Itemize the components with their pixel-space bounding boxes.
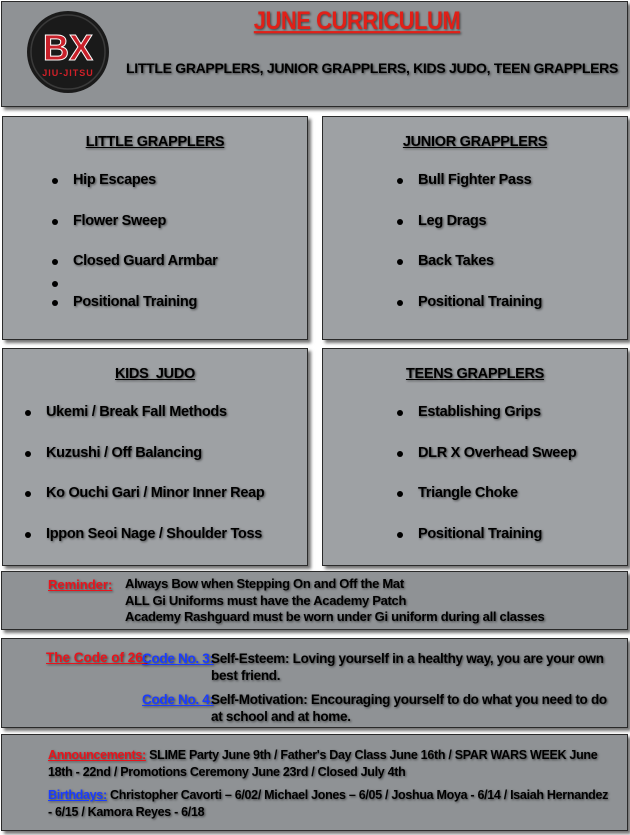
code-of-26-panel bbox=[1, 638, 628, 728]
list-item: DLR X Overhead Sweep bbox=[397, 445, 576, 486]
list-item: Kuzushi / Off Balancing bbox=[25, 445, 264, 486]
code-of-26-label: The Code of 26: bbox=[46, 650, 148, 665]
code-4-label: Code No. 4: bbox=[142, 692, 214, 707]
list-item: Ukemi / Break Fall Methods bbox=[25, 404, 264, 445]
code-3-text: Self-Esteem: Loving yourself in a healthy way, you are your own best friend. bbox=[211, 651, 604, 683]
bx-jiu-jitsu-logo bbox=[26, 10, 110, 94]
technique-list bbox=[397, 404, 576, 567]
birthdays-text: Christopher Cavorti – 6/02/ Michael Jones – 6/05 / Joshua Moya - 6/14 / Isaiah Hernandez - 6/15 / Kamora Reyes - 6/18 bbox=[48, 788, 609, 819]
announcements-label: Announcements: bbox=[48, 748, 146, 762]
list-item: Hip Escapes bbox=[52, 172, 217, 213]
list-item bbox=[52, 275, 217, 294]
teen-grapplers-box bbox=[322, 348, 628, 566]
technique-list bbox=[52, 172, 217, 335]
reminder-panel bbox=[1, 571, 628, 630]
list-item: Establishing Grips bbox=[397, 404, 576, 445]
list-item: Closed Guard Armbar bbox=[52, 253, 217, 275]
box-title: JUNIOR GRAPPLERS bbox=[402, 134, 548, 150]
list-item: Back Takes bbox=[397, 253, 542, 294]
birthdays-block bbox=[48, 787, 613, 821]
box-title: KIDS JUDO bbox=[115, 366, 195, 382]
list-item: Positional Training bbox=[52, 294, 217, 335]
kids-judo-box bbox=[2, 348, 308, 566]
list-item: Ippon Seoi Nage / Shoulder Toss bbox=[25, 526, 264, 567]
announcements-text: SLIME Party June 9th / Father's Day Class June 16th / SPAR WARS WEEK June 18th - 22nd / Promotions Ceremony June 23rd / Closed July 4th bbox=[48, 748, 598, 779]
technique-list bbox=[25, 404, 264, 567]
code-3-label-wrap bbox=[142, 650, 214, 667]
reminder-line: ALL Gi Uniforms must have the Academy Patch bbox=[125, 592, 407, 608]
list-item: Positional Training bbox=[397, 526, 576, 567]
reminder-line: Always Bow when Stepping On and Off the Mat bbox=[125, 576, 404, 591]
page-subtitle: LITTLE GRAPPLERS, JUNIOR GRAPPLERS, KIDS JUDO, TEEN GRAPPLERS bbox=[126, 60, 618, 76]
announcements-block bbox=[48, 747, 613, 781]
little-grapplers-box bbox=[2, 116, 308, 340]
code-4-text: Self-Motivation: Encouraging yourself to do what you need to do at school and at home. bbox=[211, 692, 607, 724]
junior-grapplers-box bbox=[322, 116, 628, 340]
box-title: TEENS GRAPPLERS bbox=[405, 366, 545, 382]
reminder-label: Reminder: bbox=[48, 577, 113, 592]
reminder-line: Academy Rashguard must be worn under Gi uniform during all classes bbox=[125, 609, 545, 624]
box-title: LITTLE GRAPPLERS bbox=[85, 134, 225, 150]
list-item: Ko Ouchi Gari / Minor Inner Reap bbox=[25, 485, 264, 526]
logo-letters: BX bbox=[42, 27, 94, 68]
code-3-label: Code No. 3: bbox=[142, 651, 214, 666]
birthdays-label: Birthdays: bbox=[48, 788, 107, 802]
technique-list bbox=[397, 172, 542, 335]
code-4-label-wrap bbox=[142, 691, 214, 708]
list-item: Positional Training bbox=[397, 294, 542, 335]
list-item: Leg Drags bbox=[397, 213, 542, 254]
logo-subtext: JIU-JITSU bbox=[42, 68, 94, 78]
list-item: Bull Fighter Pass bbox=[397, 172, 542, 213]
reminder-lines bbox=[125, 576, 544, 626]
page-title: JUNE CURRICULUM bbox=[253, 6, 461, 35]
list-item: Triangle Choke bbox=[397, 485, 576, 526]
announcements-panel bbox=[1, 734, 628, 831]
list-item: Flower Sweep bbox=[52, 213, 217, 254]
header-panel bbox=[1, 1, 628, 107]
